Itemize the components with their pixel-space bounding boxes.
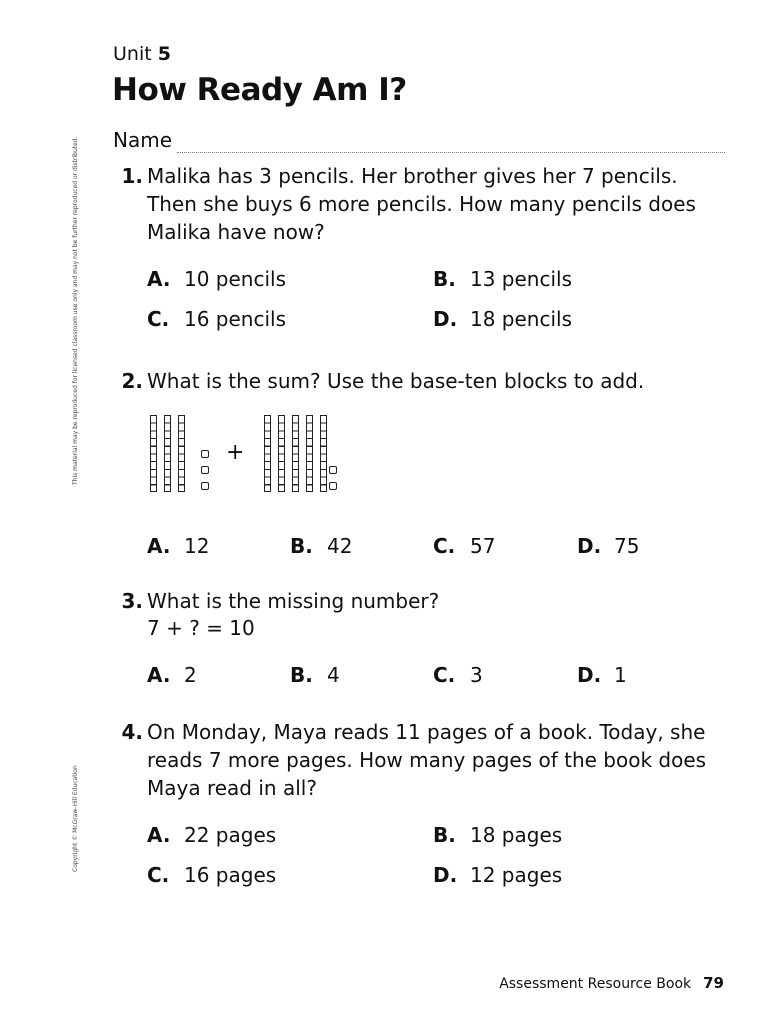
question-number: 3. <box>121 589 143 613</box>
option-a[interactable] <box>147 821 276 849</box>
option-letter: B. <box>290 663 313 687</box>
copyright-note: Copyright © McGraw-Hill Education <box>72 765 79 872</box>
question-text: On Monday, Maya reads 11 pages of a book. Today, she reads 7 more pages. How many pages of the book does Maya read in all? <box>147 720 707 800</box>
option-text: 12 <box>184 534 210 558</box>
option-b[interactable] <box>290 532 352 560</box>
ten-rod <box>306 415 313 492</box>
option-letter: D. <box>433 307 458 331</box>
option-text: 3 <box>470 663 483 687</box>
equation: 7 + ? = 10 <box>147 616 255 640</box>
option-c[interactable] <box>433 532 495 560</box>
book-title: Assessment Resource Book <box>499 976 692 992</box>
page-number: 79 <box>703 974 724 992</box>
question-number: 2. <box>121 369 143 393</box>
option-text: 18 pencils <box>470 307 573 331</box>
one-cube <box>329 482 337 490</box>
option-letter: A. <box>147 267 171 291</box>
option-letter: C. <box>433 663 456 687</box>
ten-rod <box>264 415 271 492</box>
one-cube <box>201 466 209 474</box>
option-text: 22 pages <box>184 823 277 847</box>
question-number: 4. <box>121 720 143 744</box>
plus-sign: + <box>226 440 245 465</box>
option-letter: A. <box>147 663 171 687</box>
option-text: 2 <box>184 663 197 687</box>
question-text: What is the sum? Use the base-ten blocks to add. <box>147 369 645 393</box>
option-letter: D. <box>577 663 602 687</box>
option-text: 12 pages <box>470 863 563 887</box>
option-text: 16 pages <box>184 863 277 887</box>
option-letter: D. <box>577 534 602 558</box>
option-c[interactable] <box>147 861 276 889</box>
option-text: 1 <box>614 663 627 687</box>
license-note: This material may be reproduced for licensed classroom use only and may not be further reproduced or distributed. <box>72 136 79 485</box>
one-cube <box>329 466 337 474</box>
option-d[interactable] <box>577 661 627 689</box>
option-letter: C. <box>147 307 170 331</box>
option-letter: D. <box>433 863 458 887</box>
option-b[interactable] <box>290 661 340 689</box>
option-text: 42 <box>327 534 353 558</box>
question-number: 1. <box>121 164 143 188</box>
ten-rod <box>150 415 157 492</box>
option-letter: B. <box>290 534 313 558</box>
unit-number: 5 <box>157 43 171 65</box>
ten-rod <box>164 415 171 492</box>
one-cube <box>201 482 209 490</box>
option-d[interactable] <box>577 532 639 560</box>
option-text: 57 <box>470 534 496 558</box>
option-letter: A. <box>147 823 171 847</box>
option-text: 16 pencils <box>184 307 287 331</box>
option-d[interactable] <box>433 861 562 889</box>
ten-rod <box>292 415 299 492</box>
question-text: What is the missing number? <box>147 589 440 613</box>
option-text: 4 <box>327 663 340 687</box>
option-letter: B. <box>433 823 456 847</box>
page-title: How Ready Am I? <box>112 72 407 108</box>
option-b[interactable] <box>433 821 562 849</box>
name-label: Name <box>113 128 173 152</box>
option-letter: C. <box>147 863 170 887</box>
ten-rod <box>320 415 327 492</box>
option-text: 10 pencils <box>184 267 287 291</box>
option-letter: B. <box>433 267 456 291</box>
one-cube <box>201 450 209 458</box>
option-letter: A. <box>147 534 171 558</box>
option-text: 13 pencils <box>470 267 573 291</box>
footer <box>499 974 724 992</box>
option-a[interactable] <box>147 532 209 560</box>
ten-rod <box>278 415 285 492</box>
option-text: 18 pages <box>470 823 563 847</box>
unit-label-text: Unit <box>113 43 152 65</box>
option-a[interactable] <box>147 661 197 689</box>
question-text: Malika has 3 pencils. Her brother gives her 7 pencils. Then she buys 6 more pencils. How many pencils does Malika have now? <box>147 164 696 244</box>
ten-rod <box>178 415 185 492</box>
option-letter: C. <box>433 534 456 558</box>
option-c[interactable] <box>433 661 483 689</box>
option-text: 75 <box>614 534 640 558</box>
